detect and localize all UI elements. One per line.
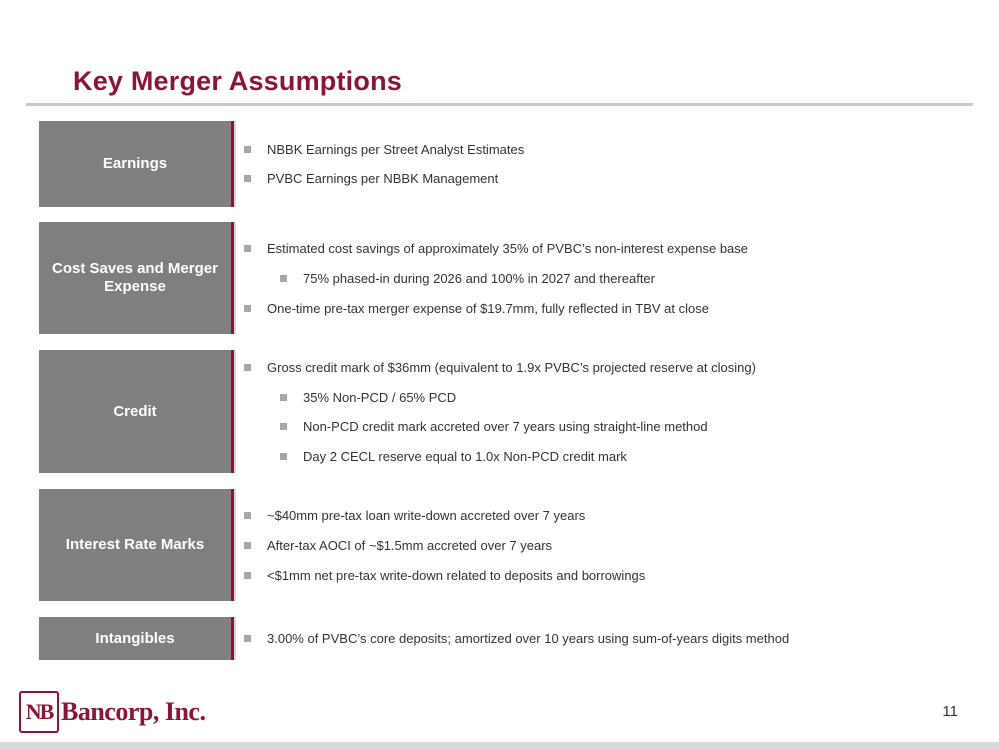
bullet-item (244, 168, 498, 188)
title-divider (26, 103, 973, 106)
footer-bar (0, 742, 999, 750)
bullet-item (244, 238, 748, 258)
section-label: Earnings (39, 121, 231, 207)
bullet-text: PVBC Earnings per NBBK Management (267, 170, 499, 186)
square-bullet-icon (244, 146, 251, 153)
square-bullet-icon (244, 572, 251, 579)
label-shadow-bar (234, 350, 236, 473)
bullet-item (244, 505, 585, 525)
bullet-text: Gross credit mark of $36mm (equivalent to 1.9x PVBC’s projected reserve at closing) (267, 359, 756, 375)
bullet-text: 35% Non-PCD / 65% PCD (303, 389, 457, 405)
section-label: Interest Rate Marks (39, 489, 231, 601)
square-bullet-icon (244, 512, 251, 519)
bullet-text: 3.00% of PVBC’s core deposits; amortized over 10 years using sum-of-years digits method (267, 630, 790, 646)
bullet-item (244, 298, 709, 318)
label-shadow-bar (234, 222, 236, 334)
page-title: Key Merger Assumptions (73, 66, 402, 96)
sub-bullet-item (280, 268, 655, 288)
bullet-text: 75% phased-in during 2026 and 100% in 2027 and thereafter (303, 270, 655, 286)
sub-bullet-item (280, 387, 456, 407)
square-bullet-icon (280, 423, 287, 430)
section-intangibles (39, 617, 973, 660)
bullet-text: NBBK Earnings per Street Analyst Estimates (267, 141, 525, 157)
section-label: Cost Saves and Merger Expense (39, 222, 231, 334)
section-label: Credit (39, 350, 231, 473)
bullet-item (244, 139, 524, 159)
bullet-item (244, 357, 756, 377)
label-shadow-bar (234, 617, 236, 660)
bullet-text: One-time pre-tax merger expense of $19.7mm, fully reflected in TBV at close (267, 300, 709, 316)
bullet-item (244, 628, 789, 648)
logo-text: Bancorp, Inc. (61, 697, 206, 726)
square-bullet-icon (280, 453, 287, 460)
square-bullet-icon (280, 394, 287, 401)
bullet-text: Day 2 CECL reserve equal to 1.0x Non-PCD credit mark (303, 448, 627, 464)
label-shadow-bar (234, 121, 236, 207)
logo-mark: NB (19, 691, 59, 733)
bullet-item (244, 565, 645, 585)
square-bullet-icon (244, 245, 251, 252)
bullet-text: Estimated cost savings of approximately 35% of PVBC’s non-interest expense base (267, 240, 749, 256)
bullet-text: ~$40mm pre-tax loan write-down accreted over 7 years (267, 507, 586, 523)
company-logo (19, 690, 205, 734)
sub-bullet-item (280, 416, 708, 436)
section-credit (39, 350, 973, 473)
square-bullet-icon (244, 175, 251, 182)
square-bullet-icon (244, 305, 251, 312)
square-bullet-icon (244, 542, 251, 549)
label-shadow-bar (234, 489, 236, 601)
section-earnings (39, 121, 973, 207)
square-bullet-icon (280, 275, 287, 282)
section-label: Intangibles (39, 617, 231, 660)
page-number: 11 (942, 703, 958, 720)
bullet-item (244, 535, 552, 555)
bullet-text: Non-PCD credit mark accreted over 7 years using straight-line method (303, 418, 708, 434)
section-interest-rate-marks (39, 489, 973, 601)
bullet-text: After-tax AOCI of ~$1.5mm accreted over 7 years (267, 537, 553, 553)
square-bullet-icon (244, 364, 251, 371)
sub-bullet-item (280, 446, 627, 466)
square-bullet-icon (244, 635, 251, 642)
bullet-text: <$1mm net pre-tax write-down related to deposits and borrowings (267, 567, 646, 583)
section-cost-saves (39, 222, 973, 334)
